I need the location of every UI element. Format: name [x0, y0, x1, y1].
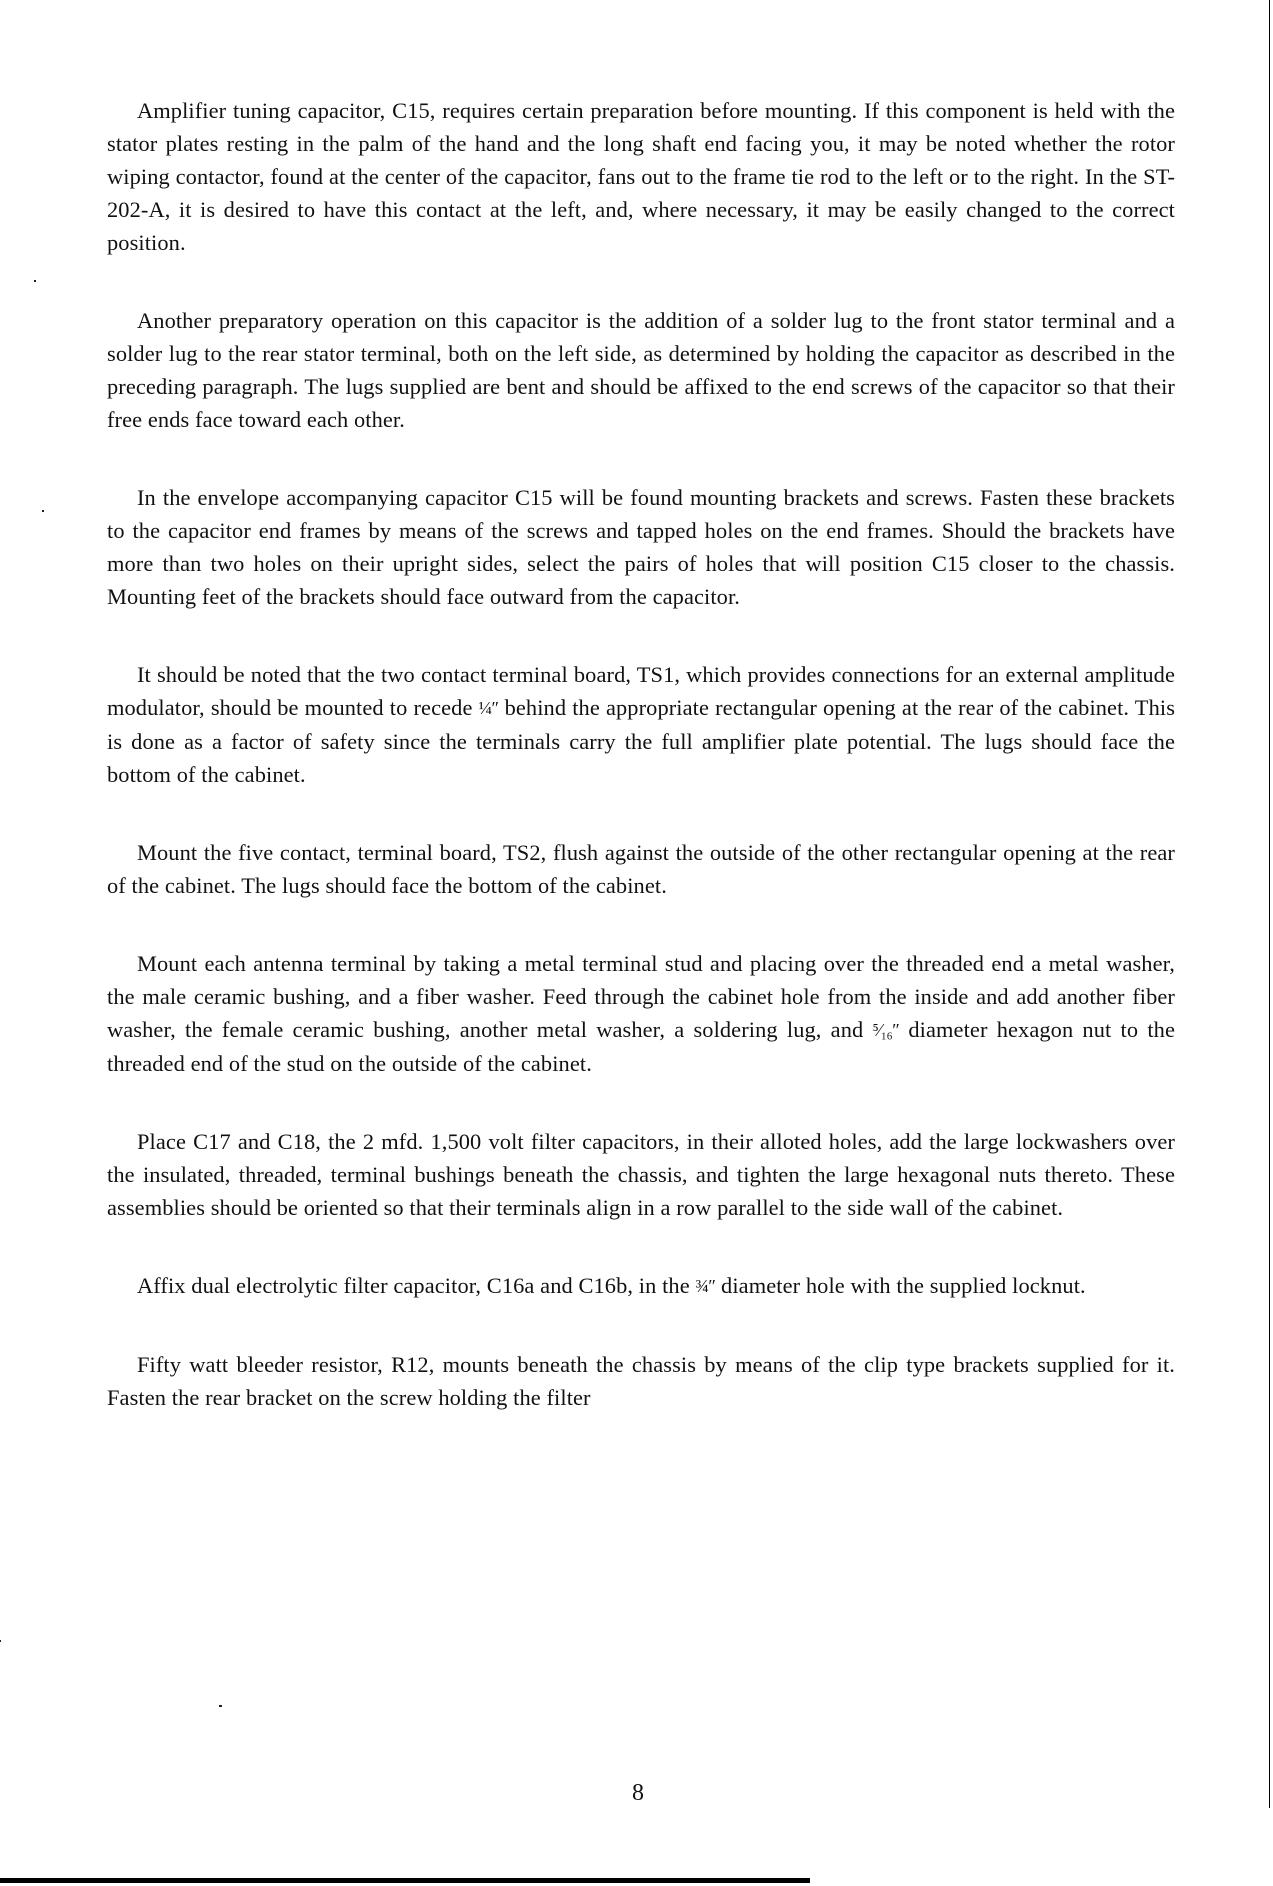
paragraph-mounting-brackets: In the envelope accompanying capacitor C15 will be found mounting brackets and screws. Fasten these brackets to the capacitor end frames by means of the screws and tapped holes on the end frames. Should the brackets have more than two holes on their upright sides, select the pairs of holes that will position C15 closer to the chassis. Mounting feet of the brackets should face outward from the capacitor.: [107, 485, 1175, 609]
paragraph-bleeder-resistor-r12: Fifty watt bleeder resistor, R12, mounts beneath the chassis by means of the clip type brackets supplied for it. Fasten the rear bracket on the screw holding the filter: [107, 1352, 1175, 1411]
scan-speck: [0, 1640, 1, 1642]
paragraph-solder-lugs: Another preparatory operation on this capacitor is the addition of a solder lug to the front stator terminal and a solder lug to the rear stator terminal, both on the left side, as determined by holding the capacitor as described in the preceding paragraph. The lugs supplied are bent and should be affixed to the end screws of the capacitor so that their free ends face toward each other.: [107, 308, 1175, 432]
paragraph-capacitor-c15-preparation: Amplifier tuning capacitor, C15, requires certain preparation before mounting. If this component is held with the stator plates resting in the palm of the hand and the long shaft end facing you, it may be noted whether the rotor wiping contactor, found at the center of the capacitor, fans out to the frame tie rod to the left or to the right. In the ST-202-A, it is desired to have this contact at the left, and, where necessary, it may be easily changed to the correct position.: [107, 98, 1175, 255]
paragraph-text: Affix dual electrolytic filter capacitor, C16a and C16b, in the: [137, 1273, 696, 1299]
paragraph-text: diameter hexagon nut to the threaded end of the stud on the outside of the cabinet.: [107, 1017, 1175, 1077]
fraction-five-sixteenths-inch: ⁵⁄₁₆″: [872, 1020, 900, 1041]
paragraph-text: Mount each antenna terminal by taking a metal terminal stud and placing over the threaded end a metal washer, the male ceramic bushing, and a fiber washer. Feed through the cabinet hole from the inside and add another fiber washer, the female ceramic bushing, another metal washer, a soldering lug, and: [107, 951, 1175, 1043]
paragraph-antenna-terminal: [107, 947, 1175, 1080]
body-text: [107, 94, 1175, 1414]
scan-speck: [42, 510, 44, 512]
page-edge-line: [1269, 0, 1270, 1808]
page-number: 8: [632, 1780, 644, 1806]
paragraph-text: diameter hole with the supplied locknut.: [715, 1273, 1086, 1299]
scan-speck: [34, 280, 36, 282]
paragraph-text: behind the appropriate rectangular opening at the rear of the cabinet. This is done as a factor of safety since the terminals carry the full amplifier plate potential. The lugs should face the bottom of the cabinet.: [107, 695, 1176, 788]
paragraph-text: It should be noted that the two contact terminal board, TS1, which provides connections for an external amplitude modulator, should be mounted to recede: [107, 662, 1175, 720]
paragraph-terminal-board-ts1: [107, 658, 1175, 791]
bottom-rule: [0, 1878, 810, 1883]
paragraph-terminal-board-ts2: Mount the five contact, terminal board, TS2, flush against the outside of the other rectangular opening at the rear of the cabinet. The lugs should face the bottom of the cabinet.: [107, 840, 1175, 899]
scan-speck: [219, 1705, 222, 1707]
paragraph-electrolytic-capacitor-c16: [107, 1269, 1175, 1303]
paragraph-filter-capacitors-c17-c18: Place C17 and C18, the 2 mfd. 1,500 volt filter capacitors, in their alloted holes, add the large lockwashers over the insulated, threaded, terminal bushings beneath the chassis, and tighten the large hexagonal nuts thereto. These assemblies should be oriented so that their terminals align in a row parallel to the side wall of the cabinet.: [107, 1129, 1175, 1221]
fraction-quarter-inch: ¼″: [478, 698, 499, 719]
fraction-three-quarter-inch: ¾″: [695, 1276, 716, 1297]
